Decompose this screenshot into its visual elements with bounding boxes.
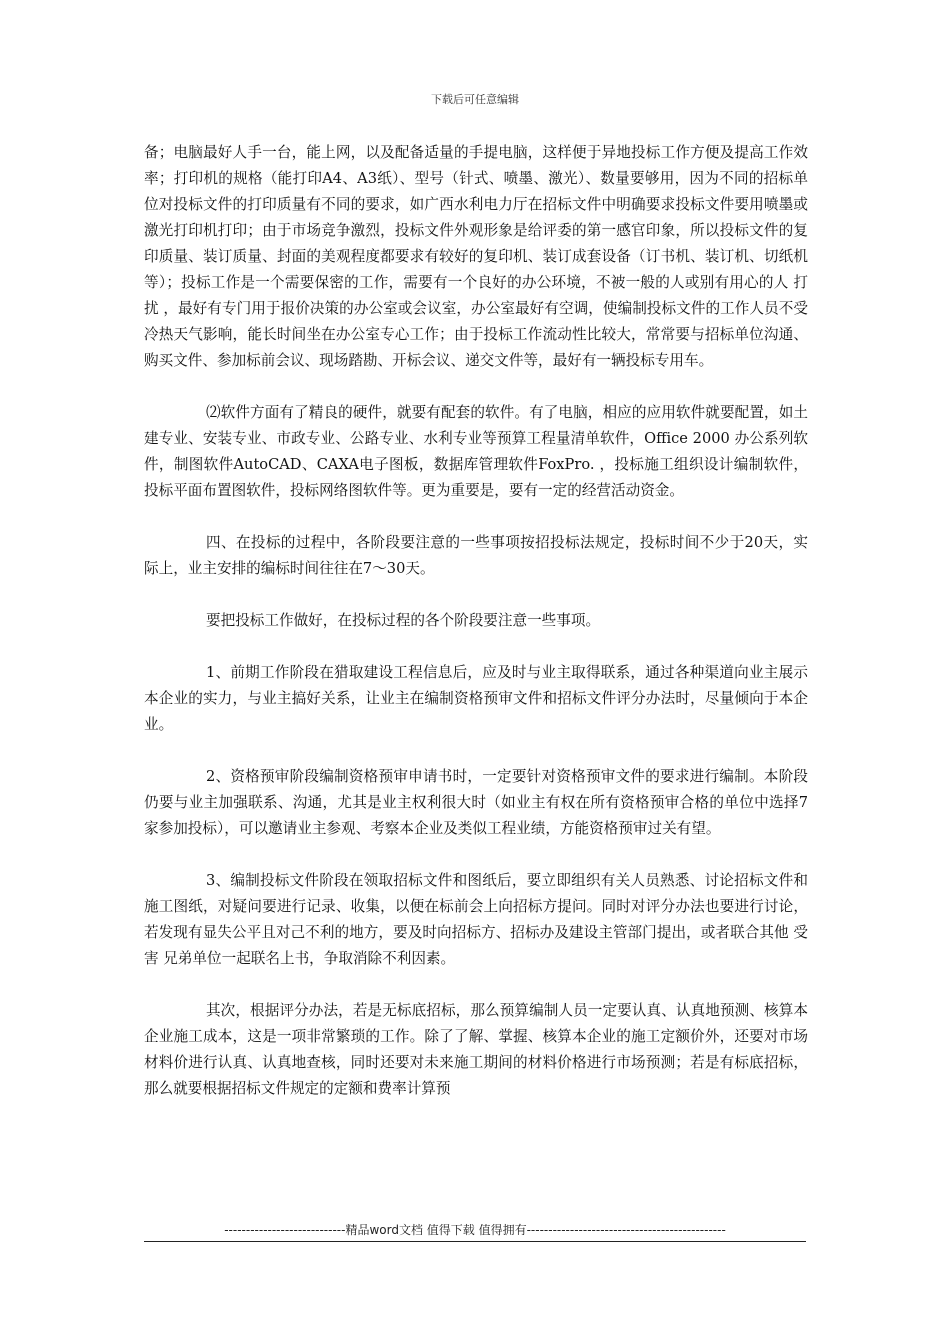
paragraph-next: 其次，根据评分办法，若是无标底招标，那么预算编制人员一定要认真、认真地预测、核算本企业施工成本，这是一项非常繁琐的工作。除了了解、掌握、核算本企业的施工定额价外，还要对市场材料价进行认真、认真地查核，同时还要对未来施工期间的材料价格进行市场预测；若是有标底招标，那么就要根据招标文件规定的定额和费率计算预	[144, 1002, 808, 1097]
paragraph-hardware: 备；电脑最好人手一台，能上网，以及配备适量的手提电脑，这样便于异地投标工作方便及提高工作效率；打印机的规格（能打印A4、A3纸）、型号（针式、喷墨、激光）、数量要够用，因为不同的招标单位对投标文件的打印质量有不同的要求，如广西水利电力厅在招标文件中明确要求投标文件要用喷墨或激光打印机打印；由于市场竞争激烈，投标文件外观形象是给评委的第一感官印象，所以投标文件的复印质量、装订质量、封面的美观程度都要求有较好的复印机、装订成套设备（订书机、装订机、切纸机等）；投标工作是一个需要保密的工作，需要有一个良好的办公环境，不被一般的人或别有用心的人 打扰 ，最好有专门用于报价决策的办公室或会议室，办公室最好有空调，使编制投标文件的工作人员不受冷热天气影响，能长时间坐在办公室专心工作；由于投标工作流动性比较大，常常要与招标单位沟通、购买文件、参加标前会议、现场踏勘、开标会议、递交文件等，最好有一辆投标专用车。	[144, 144, 808, 369]
footer-note: ----------------------------精品word文档 值得下载 值得拥有----------------------------------------------	[224, 1223, 726, 1237]
paragraph-item-3: 3、编制投标文件阶段在领取招标文件和图纸后，要立即组织有关人员熟悉、讨论招标文件和施工图纸，对疑问要进行记录、收集，以便在标前会上向招标方提问。同时对评分办法也要进行讨论，若发现有显失公平且对己不利的地方，要及时向招标方、招标办及建设主管部门提出，或者联合其他 受害 兄弟单位一起联名上书，争取消除不利因素。	[144, 872, 808, 967]
paragraph-intro: 要把投标工作做好，在投标过程的各个阶段要注意一些事项。	[206, 612, 601, 629]
header-note: 下载后可任意编辑	[431, 93, 519, 106]
paragraph-software: ⑵软件方面有了精良的硬件，就要有配套的软件。有了电脑，相应的应用软件就要配置，如土建专业、安装专业、市政专业、公路专业、水利专业等预算工程量清单软件，Office 2000 办公系列软件，制图软件AutoCAD、CAXA电子图板，数据库管理软件FoxPro. ，投标施工组织设计编制软件，投标平面布置图软件，投标网络图软件等。更为重要是，要有一定的经营活动资金。	[144, 404, 808, 499]
footer-rule	[144, 1241, 806, 1242]
document-body	[144, 140, 808, 1102]
paragraph-item-1: 1、前期工作阶段在猎取建设工程信息后，应及时与业主取得联系，通过各种渠道向业主展示本企业的实力，与业主搞好关系，让业主在编制资格预审文件和招标文件评分办法时，尽量倾向于本企业。	[144, 664, 808, 733]
paragraph-item-2: 2、资格预审阶段编制资格预审申请书时，一定要针对资格预审文件的要求进行编制。本阶段仍要与业主加强联系、沟通，尤其是业主权利很大时（如业主有权在所有资格预审合格的单位中选择7家参加投标），可以邀请业主参观、考察本企业及类似工程业绩，方能资格预审过关有望。	[144, 768, 808, 837]
paragraph-section-four: 四、在投标的过程中，各阶段要注意的一些事项按招投标法规定，投标时间不少于20天，实际上，业主安排的编标时间往往在7～30天。	[144, 534, 808, 577]
